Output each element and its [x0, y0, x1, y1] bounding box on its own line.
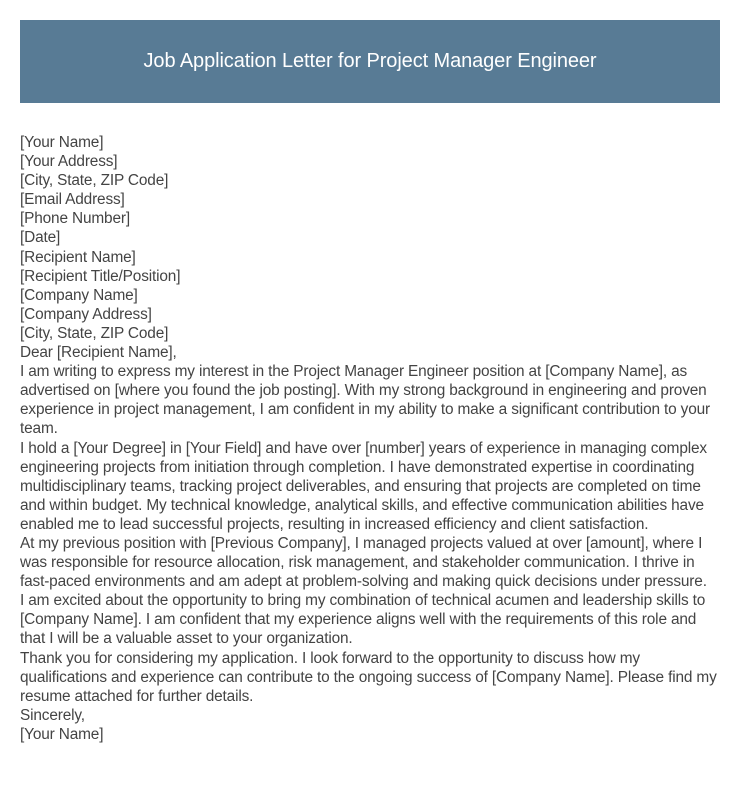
sender-city-state-zip: [City, State, ZIP Code]: [20, 172, 169, 190]
recipient-block: [20, 248, 720, 343]
paragraph-thanks: Thank you for considering my application. I look forward to the opportunity to discuss how my qualifications and experience can contribute to the ongoing success of [Company Name]. Please find my resume attached for further details.: [20, 649, 717, 705]
recipient-title: [Recipient Title/Position]: [20, 267, 181, 285]
letter-body: [20, 133, 720, 744]
sender-address: [Your Address]: [20, 153, 118, 171]
closing: Sincerely,: [20, 706, 85, 724]
paragraph-experience: At my previous position with [Previous Company], I managed projects valued at over [amount], where I was responsible for resource allocation, risk management, and stakeholder communication. I thrive in fast-paced environments and am adept at problem-solving and making quick decisions under pressure.: [20, 534, 707, 591]
page-title: Job Application Letter for Project Manager Engineer: [143, 50, 597, 72]
sender-name: [Your Name]: [20, 134, 104, 151]
letter-date: [Date]: [20, 229, 61, 247]
recipient-city-state-zip: [City, State, ZIP Code]: [20, 324, 169, 342]
recipient-name: [Recipient Name]: [20, 248, 136, 266]
paragraph-motivation: I am excited about the opportunity to bring my combination of technical acumen and leadership skills to [Company Name]. I am confident that my experience aligns well with the requirements of this role and that I will be a valuable asset to your organization.: [20, 592, 706, 648]
sender-block: [20, 133, 720, 248]
recipient-address: [Company Address]: [20, 305, 152, 323]
sender-email: [Email Address]: [20, 191, 125, 209]
paragraph-qualifications: I hold a [Your Degree] in [Your Field] and have over [number] years of experience in managing complex engineering projects from initiation through completion. I have demonstrated expertise in coordinating multidisciplinary teams, tracking project deliverables, and ensuring that projects are completed on time and within budget. My technical knowledge, analytical skills, and effective communication abilities have enabled me to lead successful projects, resulting in increased efficiency and client satisfaction.: [20, 439, 707, 533]
signature: [Your Name]: [20, 725, 104, 743]
title-banner: [20, 20, 720, 103]
recipient-company: [Company Name]: [20, 286, 138, 304]
sender-phone: [Phone Number]: [20, 210, 130, 228]
salutation: Dear [Recipient Name],: [20, 344, 177, 362]
paragraph-intro: I am writing to express my interest in the Project Manager Engineer position at [Company Name], as advertised on [where you found the job posting]. With my strong background in engineering and proven experience in project management, I am confident in my ability to make a significant contribution to your team.: [20, 363, 711, 438]
